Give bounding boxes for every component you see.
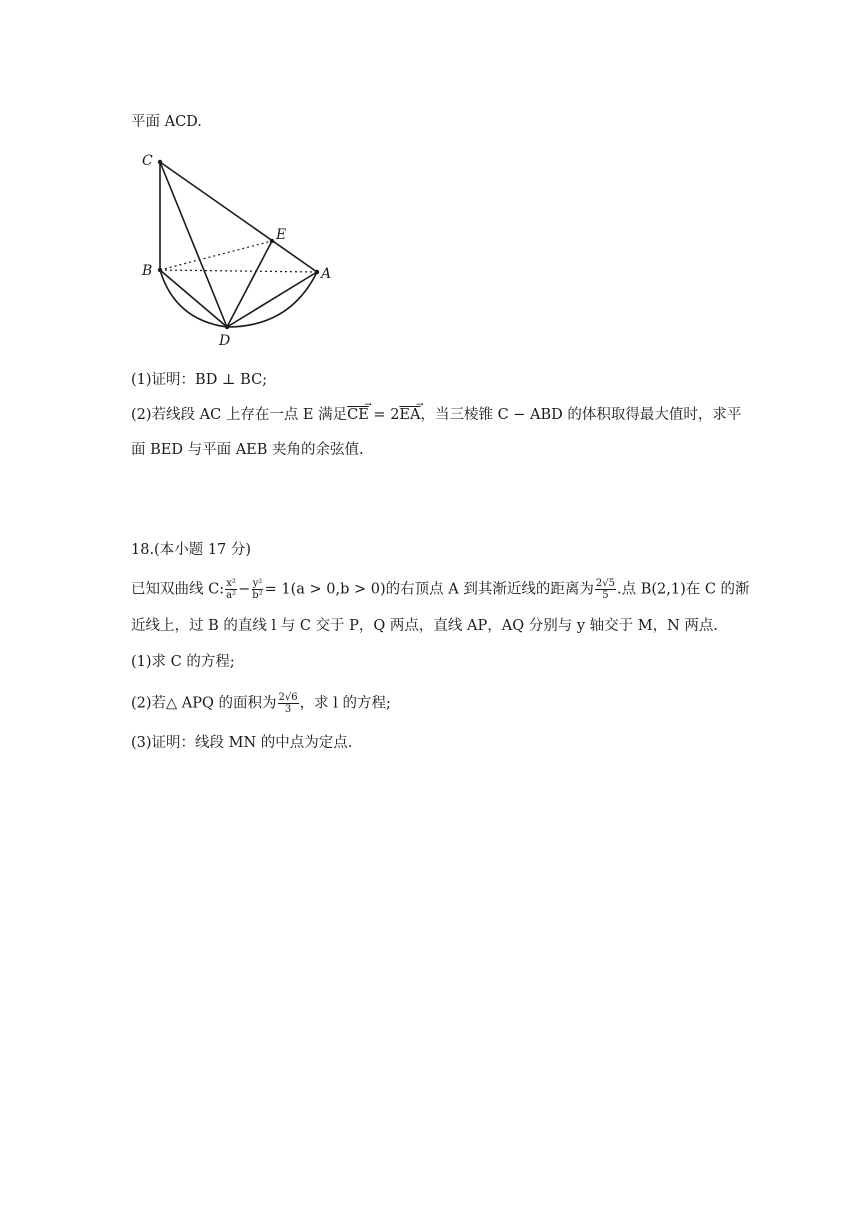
q18-stem-line1 [131,578,750,601]
edge-bd [160,270,227,327]
semicircle-arc [160,270,317,327]
point-e [270,239,274,243]
q17-part1: (1)证明：BD ⊥ BC; [131,372,268,388]
q17-part2-line1 [131,405,741,425]
label-e: E [276,227,287,243]
q18-part2-text-a: (2)若△ APQ 的面积为 [131,695,277,712]
q18-part1: (1)求 C 的方程; [131,654,235,670]
q18-header: 18.(本小题 17 分) [131,542,252,558]
point-a [315,270,319,274]
edge-be-dashed [160,241,272,270]
q18-stem-text-b: = 1(a > 0,b > 0)的右顶点 A 到其渐近线的距离为 [264,581,594,598]
point-b [158,268,162,272]
q17-part2-text-b: ，当三棱锥 C − ABD 的体积取得最大值时，求平 [420,407,742,423]
q18-part3: (3)证明：线段 MN 的中点为定点. [131,735,353,751]
fraction-y2-b2: $\frac{\text{y²}}{\text{b²}}$ [252,578,263,601]
q18-part2-text-b: ，求 l 的方程; [299,695,391,712]
fraction-2sqrt5-5: $\frac{2√5}{5}$ [595,578,615,601]
q18-part2 [131,692,391,715]
q17-part2-text-a: (2)若线段 AC 上存在一点 E 满足 [131,407,348,423]
q17-part2-line2: 面 BED 与平面 AEB 夹角的余弦值. [131,442,364,458]
edge-cd [160,162,227,327]
point-c [158,160,162,164]
q18-stem-text-c: .点 B(2,1)在 C 的渐 [616,581,750,598]
vector-ea: $\overline{EA}$ → [399,407,420,423]
label-c: C [142,153,153,169]
point-d [225,325,229,329]
q18-stem-line2: 近线上，过 B 的直线 l 与 C 交于 P，Q 两点，直线 AP，AQ 分别与 y 轴交于 M，N 两点. [131,618,718,634]
label-b: B [142,263,153,279]
fraction-2sqrt6-3: $\frac{2√6}{3}$ [278,692,298,715]
edge-ca [160,162,317,272]
q18-stem-text-a: 已知双曲线 C: [131,581,225,598]
fraction-x2-a2: $\frac{\text{x²}}{\text{a²}}$ [226,578,237,601]
previous-question-tail: 平面 ACD. [131,114,202,130]
edge-ba-dashed [160,270,317,272]
label-a: A [321,266,332,282]
vector-ce: $\overline{CE}$ → [347,407,369,423]
label-d: D [219,333,231,349]
geometry-figure [130,145,350,365]
q17-part2-eq: = 2 [368,407,400,423]
minus-sign: − [238,581,251,598]
